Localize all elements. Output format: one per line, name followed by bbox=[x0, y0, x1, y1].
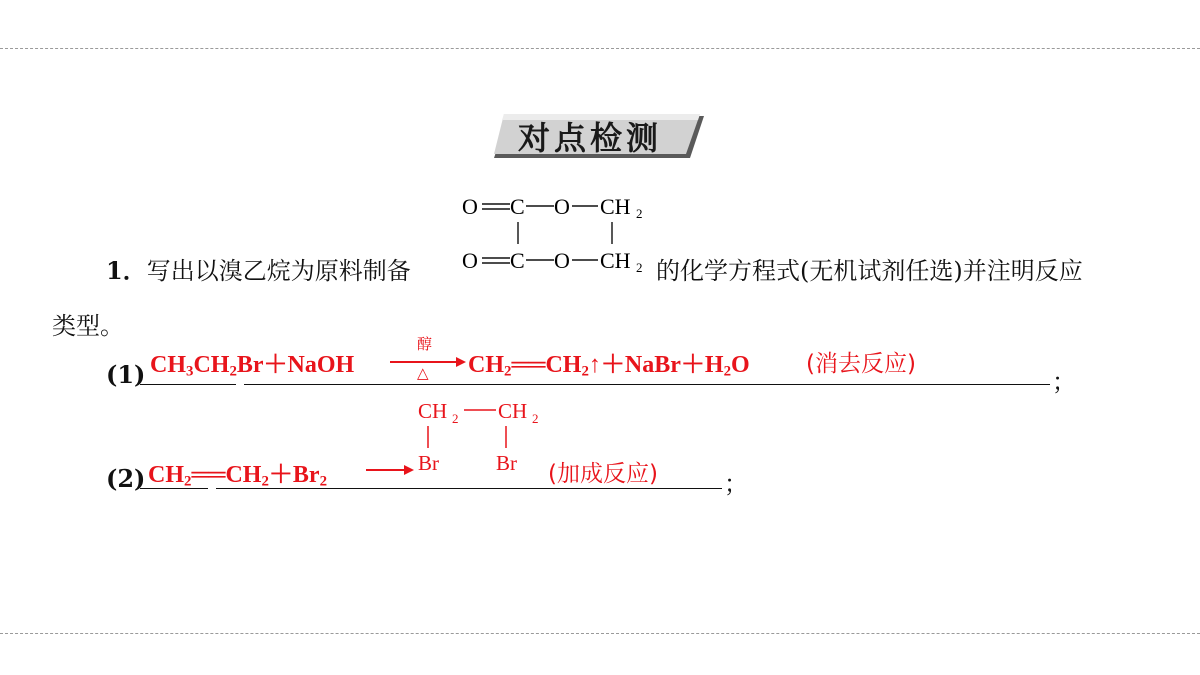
question-line-1 bbox=[106, 251, 411, 286]
answer-1-condition-top: 醇 bbox=[417, 337, 433, 353]
answer-1-products: $CH_2══CH_2↑+NaBr+H_2O$ bbox=[468, 352, 750, 380]
atom-c-bottom: C bbox=[510, 248, 525, 273]
question-number: 1． bbox=[106, 256, 147, 285]
answer-1-condition-bottom: △ bbox=[417, 364, 429, 382]
atom-o-top-ring: O bbox=[554, 194, 570, 219]
answer-1-reaction-type: (消去反应) bbox=[806, 351, 916, 377]
top-dashed-divider bbox=[0, 48, 1200, 49]
answer-2-end: ； bbox=[724, 470, 748, 498]
product-ch-right: CH bbox=[498, 399, 528, 423]
atom-c-top: C bbox=[510, 194, 525, 219]
group-ch-top: CH bbox=[600, 194, 631, 219]
answer-1-label: (1) bbox=[106, 360, 146, 389]
product-br-right: Br bbox=[496, 451, 517, 475]
product-ch-left-sub: 2 bbox=[452, 411, 459, 426]
answer-1-blank-long bbox=[244, 384, 1050, 385]
atom-o-bottom-left: O bbox=[462, 248, 478, 273]
answer-1-end: ； bbox=[1052, 368, 1076, 396]
group-ch-top-sub: 2 bbox=[636, 206, 643, 221]
question-text-before: 写出以溴乙烷为原料制备 bbox=[146, 257, 411, 285]
cyclic-ester-structure bbox=[458, 192, 658, 278]
group-ch-bottom: CH bbox=[600, 248, 631, 273]
product-ch-left: CH bbox=[418, 399, 448, 423]
atom-o-bottom-ring: O bbox=[554, 248, 570, 273]
answer-2-reactants: $CH_2══CH_2+Br_2$ bbox=[148, 462, 327, 490]
section-title: 对点检测 bbox=[518, 119, 663, 157]
group-ch-bottom-sub: 2 bbox=[636, 260, 643, 275]
atom-o-top-left: O bbox=[462, 194, 478, 219]
question-line-2: 类型。 bbox=[52, 312, 124, 340]
product-br-left: Br bbox=[418, 451, 439, 475]
answer-2-arrow bbox=[366, 462, 414, 478]
answer-2-label: (2) bbox=[106, 464, 146, 493]
product-ch-right-sub: 2 bbox=[532, 411, 539, 426]
answer-2-reaction-type: (加成反应) bbox=[548, 461, 658, 487]
answer-1-reactants: $CH_3CH_2Br+NaOH$ bbox=[150, 352, 355, 380]
answer-2-product-structure bbox=[414, 394, 554, 478]
bottom-dashed-divider bbox=[0, 633, 1200, 634]
answer-1-blank-short bbox=[140, 384, 236, 385]
question-text-after: 的化学方程式(无机试剂任选)并注明反应 bbox=[656, 257, 1083, 285]
